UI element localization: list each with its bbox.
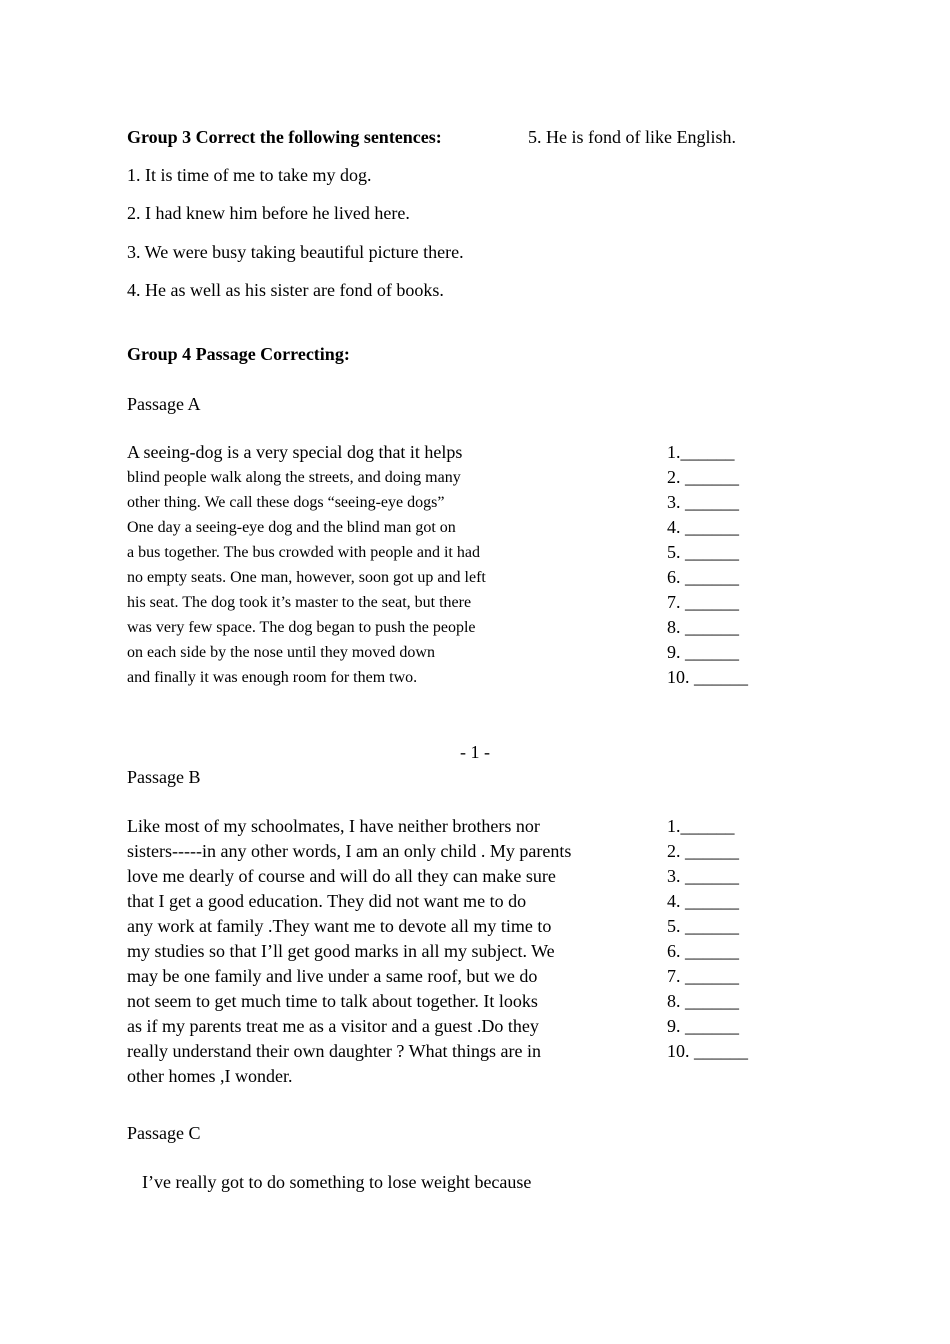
answer-blank: 3. ______ [667, 492, 739, 512]
answer-blank: 7. ______ [667, 592, 739, 612]
page-number: - 1 - [460, 742, 490, 762]
passage-b-line: Like most of my schoolmates, I have neither brothers nor [127, 816, 540, 836]
answer-blank: 6. ______ [667, 941, 739, 961]
group3-item-5: 5. He is fond of like English. [528, 127, 736, 147]
group3-item-4: 4. He as well as his sister are fond of books. [127, 280, 444, 300]
group3-item-3: 3. We were busy taking beautiful picture there. [127, 242, 464, 262]
passage-b-line: not seem to get much time to talk about together. It looks [127, 991, 538, 1011]
answer-blank: 5. ______ [667, 542, 739, 562]
answer-blank: 8. ______ [667, 991, 739, 1011]
passage-b-line: may be one family and live under a same roof, but we do [127, 966, 538, 986]
answer-blank: 10. ______ [667, 667, 748, 687]
passage-c-title: Passage C [127, 1123, 201, 1143]
passage-b-line: any work at family .They want me to devote all my time to [127, 916, 552, 936]
group3-heading: Group 3 Correct the following sentences: [127, 127, 442, 147]
passage-b-title: Passage B [127, 767, 201, 787]
passage-a-line: One day a seeing-eye dog and the blind man got on [127, 519, 456, 536]
answer-blank: 10. ______ [667, 1041, 748, 1061]
passage-c-first-line: I’ve really got to do something to lose weight because [142, 1172, 532, 1192]
passage-a-answer-blanks [667, 440, 748, 690]
answer-blank: 3. ______ [667, 866, 739, 886]
answer-blank: 9. ______ [667, 642, 739, 662]
passage-b-line: that I get a good education. They did not want me to do [127, 891, 527, 911]
answer-blank: 2. ______ [667, 467, 739, 487]
passage-a-line: a bus together. The bus crowded with people and it had [127, 544, 480, 561]
answer-blank: 9. ______ [667, 1016, 739, 1036]
passage-a-text [127, 440, 486, 690]
passage-a-line: and finally it was enough room for them two. [127, 669, 418, 686]
passage-a-line: blind people walk along the streets, and doing many [127, 469, 461, 486]
answer-blank: 4. ______ [667, 517, 739, 537]
passage-a-line: his seat. The dog took it’s master to the seat, but there [127, 594, 472, 611]
passage-a-title: Passage A [127, 394, 201, 414]
answer-blank: 4. ______ [667, 891, 739, 911]
answer-blank: 1.______ [667, 442, 735, 462]
passage-a-line: other thing. We call these dogs “seeing-eye dogs” [127, 494, 445, 511]
passage-b-answer-blanks [667, 814, 748, 1064]
passage-a-line: A seeing-dog is a very special dog that it helps [127, 442, 463, 462]
answer-blank: 5. ______ [667, 916, 739, 936]
group3-item-1: 1. It is time of me to take my dog. [127, 165, 372, 185]
passage-b-line: my studies so that I’ll get good marks in all my subject. We [127, 941, 555, 961]
group3-item-2: 2. I had knew him before he lived here. [127, 203, 410, 223]
passage-b-line: really understand their own daughter ? What things are in [127, 1041, 542, 1061]
answer-blank: 1.______ [667, 816, 735, 836]
passage-a-line: no empty seats. One man, however, soon got up and left [127, 569, 486, 586]
answer-blank: 6. ______ [667, 567, 739, 587]
passage-b-line: love me dearly of course and will do all they can make sure [127, 866, 556, 886]
passage-b-line: sisters-----in any other words, I am an only child . My parents [127, 841, 572, 861]
passage-b-text [127, 814, 571, 1089]
answer-blank: 8. ______ [667, 617, 739, 637]
answer-blank: 2. ______ [667, 841, 739, 861]
passage-b-line: other homes ,I wonder. [127, 1066, 293, 1086]
group4-heading: Group 4 Passage Correcting: [127, 344, 350, 364]
passage-b-line: as if my parents treat me as a visitor and a guest .Do they [127, 1016, 539, 1036]
answer-blank: 7. ______ [667, 966, 739, 986]
passage-a-line: was very few space. The dog began to push the people [127, 619, 476, 636]
passage-a-line: on each side by the nose until they moved down [127, 644, 435, 661]
